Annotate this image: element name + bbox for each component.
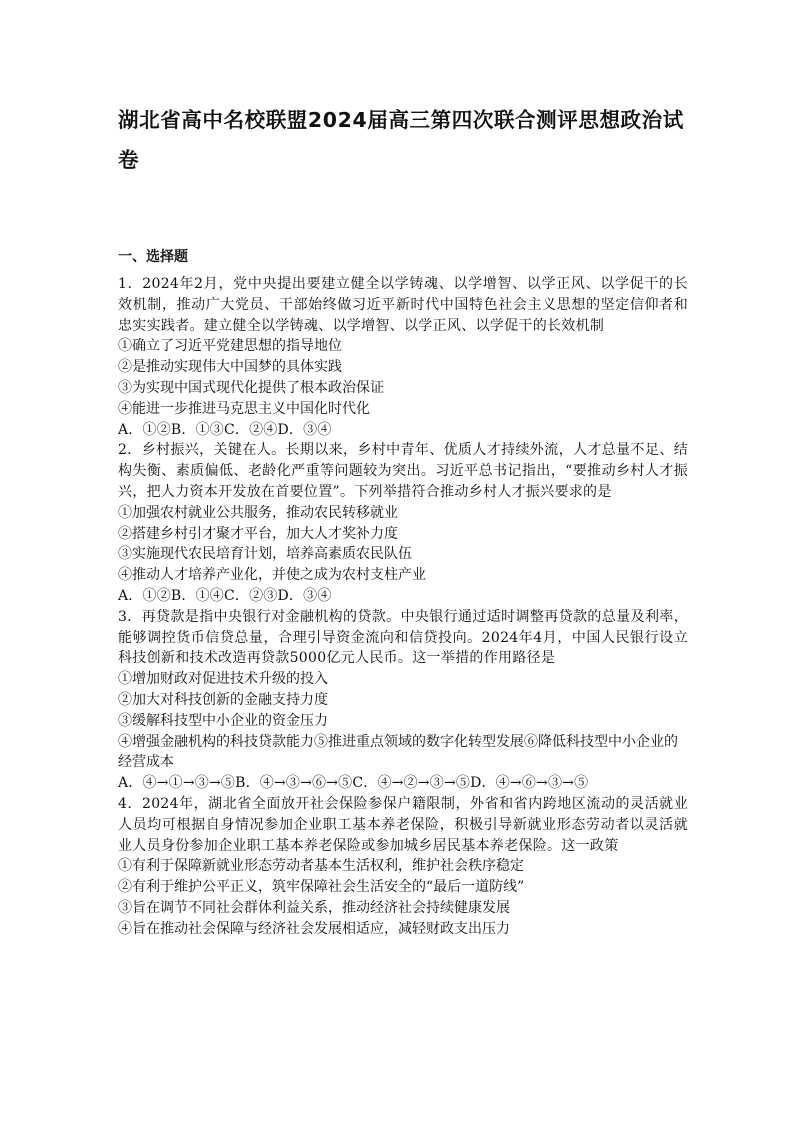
question-stem: 2．乡村振兴，关键在人。长期以来，乡村中青年、优质人才持续外流，人才总量不足、结构失衡、素质偏低、老龄化严重等问题较为突出。习近平总书记指出，“要推动乡村人才振兴，把人力资本开发放在首要位置”。下列举措符合推动乡村人才振兴要求的是: [118, 442, 688, 500]
option-4: ④增强金融机构的科技贷款能力⑤推进重点领域的数字化转型发展⑥降低科技型中小企业的经营成本: [118, 733, 678, 771]
question-3: [118, 607, 688, 794]
answer-choices: A．①②B．①④C．②③D．③④: [118, 587, 332, 604]
section-heading: 一、选择题: [118, 249, 188, 265]
question-stem: 4．2024年，湖北省全面放开社会保险参保户籍限制，外省和省内跨地区流动的灵活就业人员均可根据自身情况参加企业职工基本养老保险，积极引导新就业形态劳动者以灵活就业人员身份参加企业职工基本养老保险或参加城乡居民基本养老保险。这一政策: [118, 795, 688, 854]
option-list: [118, 503, 688, 586]
option-2: ②有利于维护公平正义，筑牢保障社会生活安全的“最后一道防线”: [118, 879, 525, 896]
option-4: ④旨在推动社会保障与经济社会发展相适应，减轻财政支出压力: [118, 920, 510, 937]
option-list: [118, 669, 688, 773]
question-list: [118, 274, 688, 940]
option-1: ①增加财政对促进技术升级的投入: [118, 671, 328, 688]
question-1: [118, 274, 688, 440]
option-4: ④推动人才培养产业化，并使之成为农村支柱产业: [118, 567, 426, 584]
option-1: ①确立了习近平党建思想的指导地位: [118, 338, 342, 355]
option-3: ③实施现代农民培育计划，培养高素质农民队伍: [118, 546, 412, 563]
option-3: ③缓解科技型中小企业的资金压力: [118, 712, 328, 729]
option-2: ②搭建乡村引才聚才平台，加大人才奖补力度: [118, 525, 398, 542]
option-1: ①有利于保障新就业形态劳动者基本生活权利，维护社会秩序稳定: [118, 858, 524, 875]
option-3: ③为实现中国式现代化提供了根本政治保证: [118, 379, 384, 396]
document-title: 湖北省高中名校联盟2024届高三第四次联合测评思想政治试卷: [118, 108, 684, 172]
option-list: [118, 856, 688, 939]
question-stem: 3．再贷款是指中央银行对金融机构的贷款。中央银行通过适时调整再贷款的总量及利率，能够调控货币信贷总量，合理引导资金流向和信贷投向。2024年4月，中国人民银行设立科技创新和技术改造再贷款5000亿元人民币。这一举措的作用路径是: [118, 608, 688, 667]
option-2: ②是推动实现伟大中国梦的具体实践: [118, 359, 342, 376]
option-2: ②加大对科技创新的金融支持力度: [118, 691, 328, 708]
question-4: [118, 794, 688, 940]
answer-choices: A．④→①→③→⑤B．④→③→⑥→⑤C．④→②→③→⑤D．④→⑥→③→⑤: [118, 775, 589, 792]
question-2: [118, 440, 688, 606]
option-list: [118, 336, 688, 419]
option-4: ④能进一步推进马克思主义中国化时代化: [118, 400, 370, 417]
option-3: ③旨在调节不同社会群体利益关系，推动经济社会持续健康发展: [118, 899, 510, 916]
answer-choices: A．①②B．①③C．②④D．③④: [118, 421, 332, 438]
question-stem: 1．2024年2月，党中央提出要建立健全以学铸魂、以学增智、以学正风、以学促干的长效机制，推动广大党员、干部始终做习近平新时代中国特色社会主义思想的坚定信仰者和忠实实践者。建立健全以学铸魂、以学增智、以学正风、以学促干的长效机制: [118, 276, 688, 334]
option-1: ①加强农村就业公共服务，推动农民转移就业: [118, 504, 398, 521]
